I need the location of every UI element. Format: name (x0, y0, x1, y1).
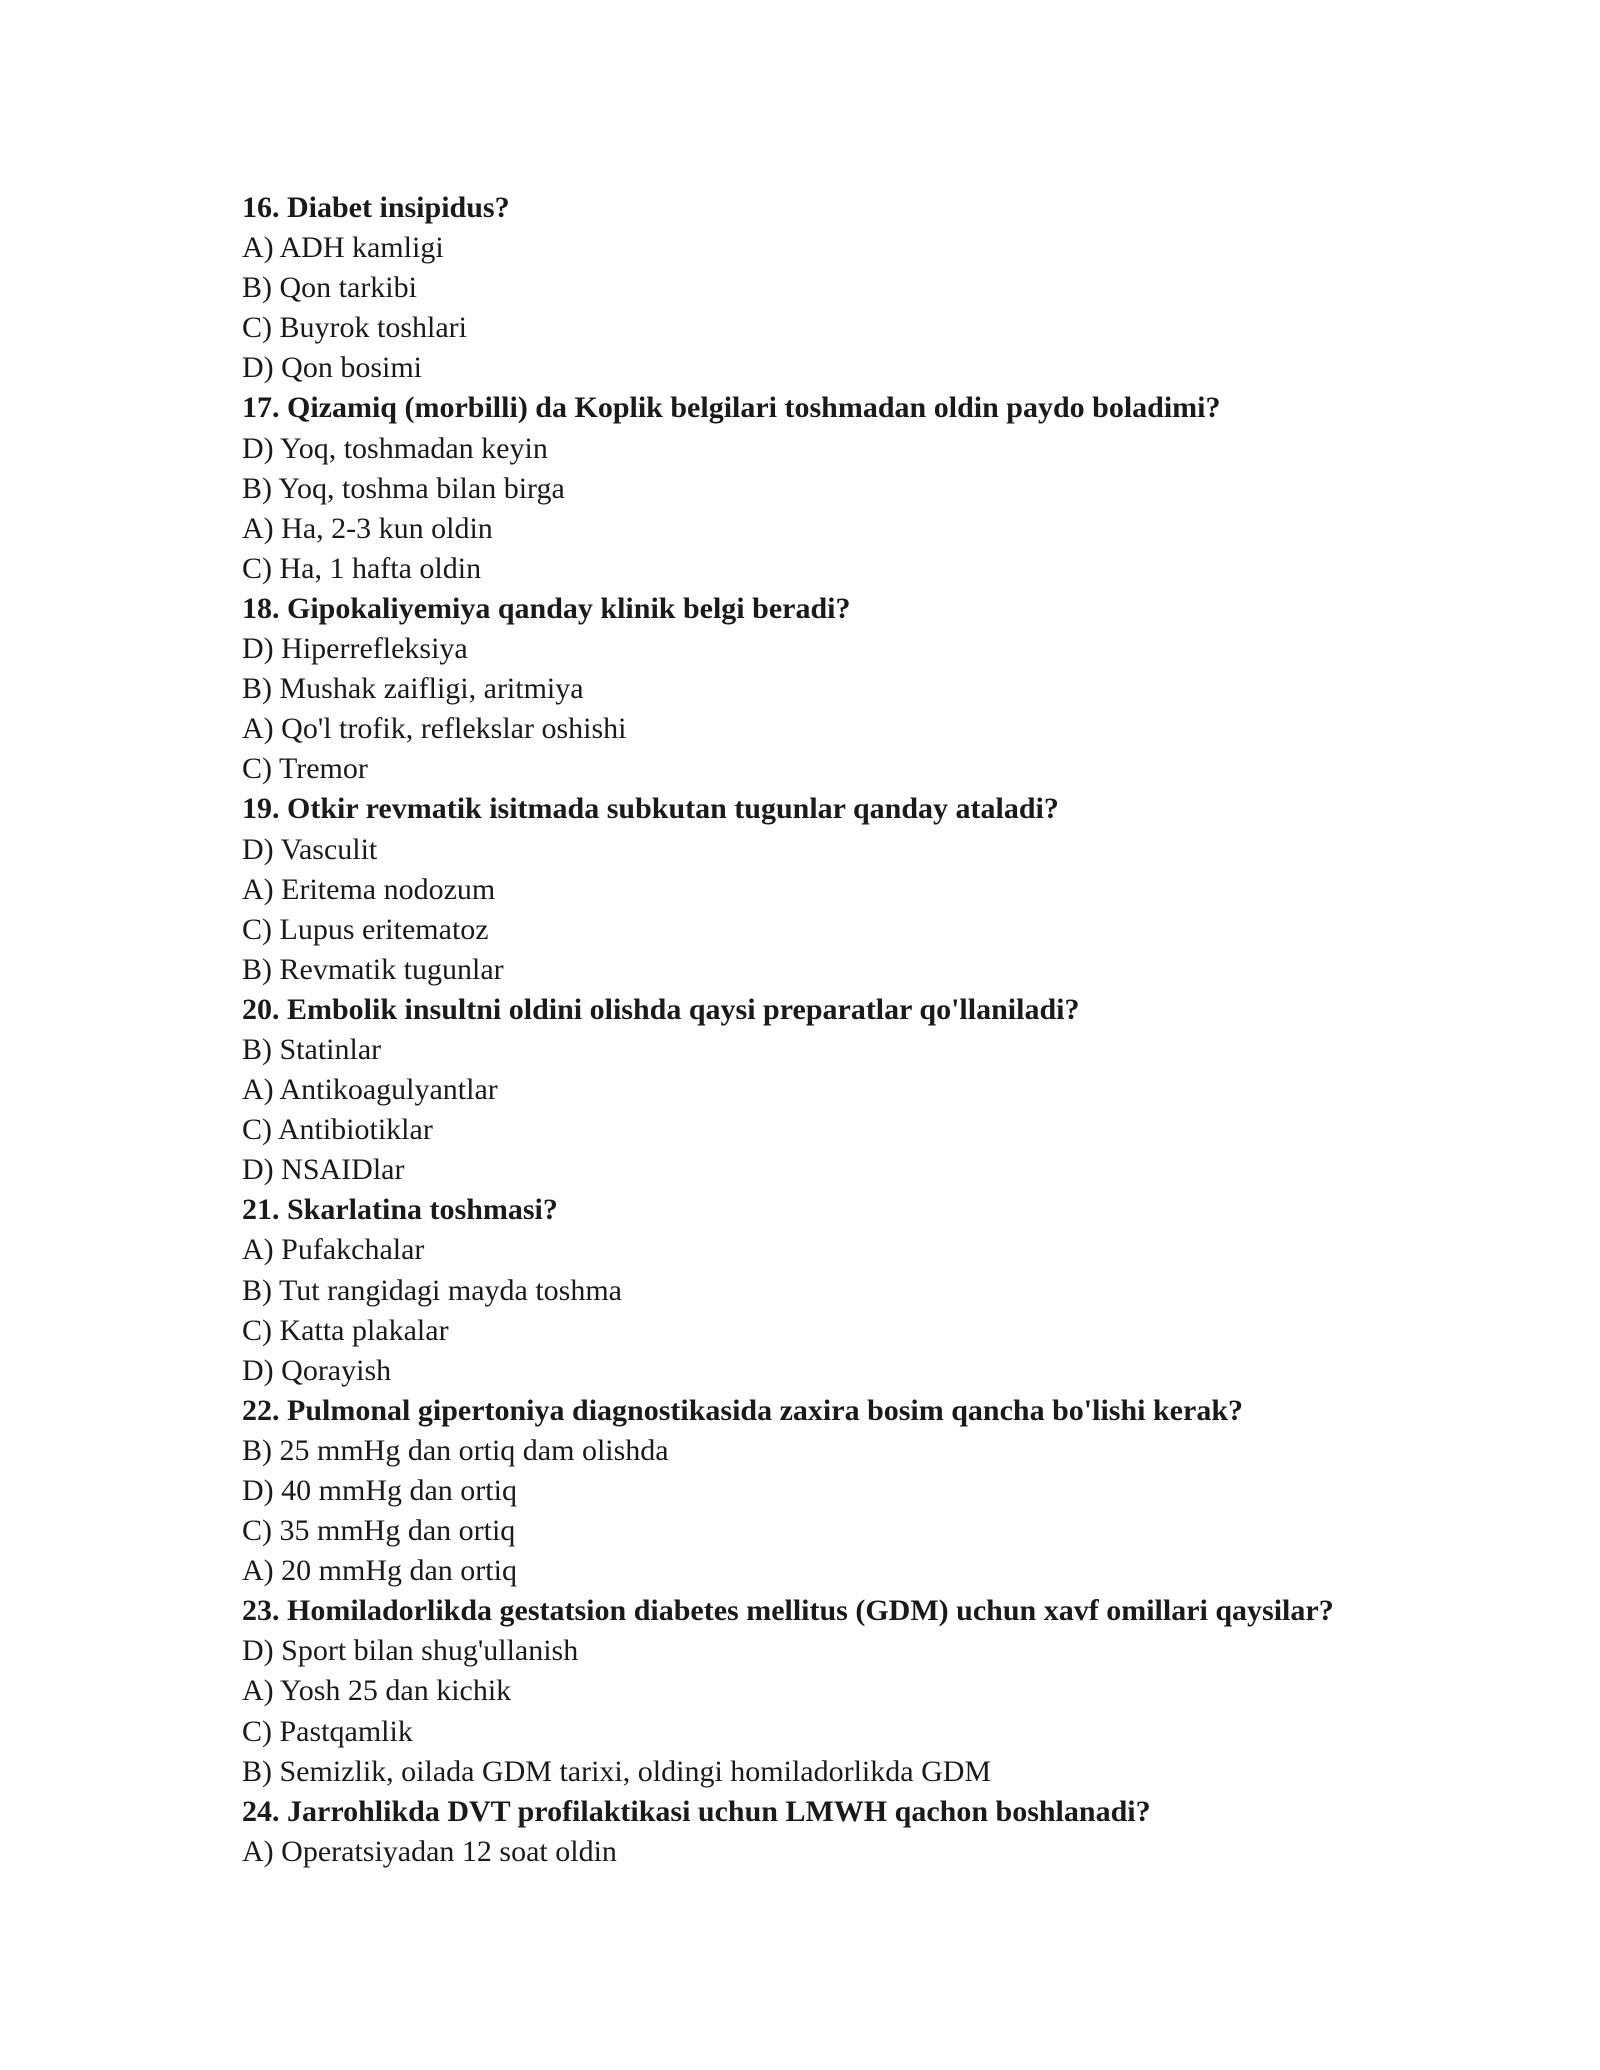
question-20 (242, 990, 1442, 1190)
question-18 (242, 589, 1442, 789)
question-21-text: 21. Skarlatina toshmasi? (242, 1193, 558, 1227)
question-16-text: 16. Diabet insipidus? (242, 191, 510, 224)
question-19-option-3: C) Lupus eritematoz (242, 912, 489, 946)
question-18-option-3: A) Qo'l trofik, reflekslar oshishi (242, 712, 627, 746)
question-22-text: 22. Pulmonal gipertoniya diagnostikasida zaxira bosim qancha bo'lishi kerak? (242, 1393, 1244, 1427)
question-19-option-1: D) Vasculit (242, 832, 378, 866)
question-20-option-2: A) Antikoagulyantlar (242, 1073, 498, 1107)
question-18-text: 18. Gipokaliyemiya qanday klinik belgi beradi? (242, 591, 851, 625)
question-23-option-3: C) Pastqamlik (242, 1714, 413, 1748)
question-21-option-3: C) Katta plakalar (242, 1313, 449, 1347)
question-16-option-1: A) ADH kamligi (242, 231, 444, 265)
question-24 (242, 1792, 1442, 1872)
question-23-option-2: A) Yosh 25 dan kichik (242, 1674, 512, 1708)
question-16 (242, 188, 1442, 388)
question-19-option-4: B) Revmatik tugunlar (242, 952, 504, 986)
question-22-option-4: A) 20 mmHg dan ortiq (242, 1554, 517, 1588)
question-19-option-2: A) Eritema nodozum (242, 872, 496, 906)
question-22-option-3: C) 35 mmHg dan ortiq (242, 1514, 516, 1548)
question-23-text: 23. Homiladorlikda gestatsion diabetes mellitus (GDM) uchun xavf omillari qaysilar? (242, 1594, 1334, 1628)
question-22 (242, 1391, 1442, 1591)
question-19 (242, 789, 1442, 989)
question-18-option-4: C) Tremor (242, 752, 368, 786)
question-22-option-2: D) 40 mmHg dan ortiq (242, 1474, 517, 1507)
question-17-option-4: C) Ha, 1 hafta oldin (242, 551, 482, 585)
question-23-option-4: B) Semizlik, oilada GDM tarixi, oldingi homiladorlikda GDM (242, 1754, 992, 1788)
question-22-option-1: B) 25 mmHg dan ortiq dam olishda (242, 1433, 669, 1467)
question-18-option-2: B) Mushak zaifligi, aritmiya (242, 672, 584, 706)
question-17-option-3: A) Ha, 2-3 kun oldin (242, 511, 493, 545)
question-16-option-2: B) Qon tarkibi (242, 271, 417, 305)
question-24-text: 24. Jarrohlikda DVT profilaktikasi uchun LMWH qachon boshlanadi? (242, 1794, 1151, 1828)
question-21 (242, 1190, 1442, 1390)
question-19-text: 19. Otkir revmatik isitmada subkutan tugunlar qanday ataladi? (242, 792, 1059, 826)
question-16-option-4: D) Qon bosimi (242, 351, 422, 385)
question-16-option-3: C) Buyrok toshlari (242, 311, 467, 345)
document-page (242, 188, 1442, 1872)
question-20-option-1: B) Statinlar (242, 1032, 382, 1066)
question-17-text: 17. Qizamiq (morbilli) da Koplik belgilari toshmadan oldin paydo boladimi? (242, 391, 1221, 425)
question-17-option-2: B) Yoq, toshma bilan birga (242, 471, 565, 505)
question-20-option-4: D) NSAIDlar (242, 1153, 405, 1187)
question-20-option-3: C) Antibiotiklar (242, 1113, 433, 1147)
question-21-option-2: B) Tut rangidagi mayda toshma (242, 1273, 622, 1307)
question-23-option-1: D) Sport bilan shug'ullanish (242, 1634, 579, 1668)
question-20-text: 20. Embolik insultni oldini olishda qaysi preparatlar qo'llaniladi? (242, 992, 1080, 1026)
question-21-option-1: A) Pufakchalar (242, 1233, 425, 1267)
question-18-option-1: D) Hiperrefleksiya (242, 632, 468, 666)
question-24-option-1: A) Operatsiyadan 12 soat oldin (242, 1834, 617, 1868)
question-23 (242, 1591, 1442, 1791)
question-21-option-4: D) Qorayish (242, 1353, 392, 1387)
question-17-option-1: D) Yoq, toshmadan keyin (242, 431, 548, 465)
question-17 (242, 388, 1442, 588)
